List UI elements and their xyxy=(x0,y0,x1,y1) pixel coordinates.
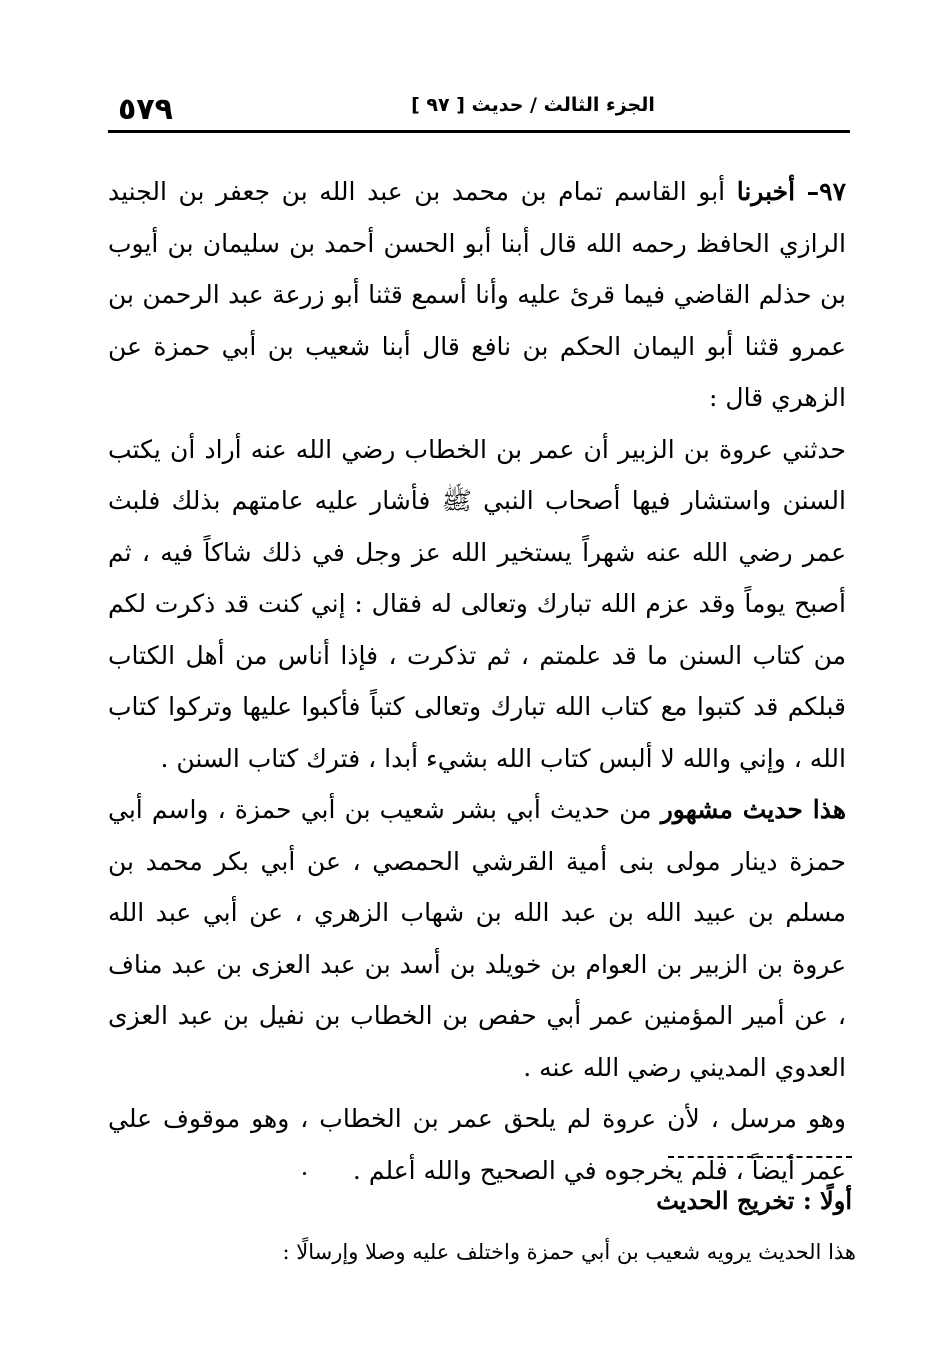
commentary-paragraph xyxy=(108,784,846,1093)
isnad-text: أبو القاسم تمام بن محمد بن عبد الله بن جعفر بن الجنيد الرازي الحافظ رحمه الله قال أبنا أبو الحسن أحمد بن سليمان بن أيوب بن حذلم القاضي فيما قرئ عليه وأنا أسمع قثنا أبو زرعة عبد الرحمن بن عمرو قثنا أبو اليمان الحكم بن نافع قال أبنا شعيب بن أبي حمزة عن الزهري قال : xyxy=(108,177,846,412)
ruling-paragraph: وهو مرسل ، لأن عروة لم يلحق عمر بن الخطاب ، وهو موقوف علي عمر أيضاً ، فلم يخرجوه في الصحيح والله أعلم . xyxy=(108,1104,846,1185)
isnad-lead-word: أخبرنا xyxy=(736,177,796,206)
main-text xyxy=(108,166,846,1196)
matn-paragraph: حدثني عروة بن الزبير أن عمر بن الخطاب رضي الله عنه أراد أن يكتب السنن واستشار فيها أصحاب النبي ﷺ فأشار عليه عامتهم بذلك فلبث عمر رضي الله عنه شهراً يستخير الله عز وجل في ذلك شاكاً فيه ، ثم أصبح يوماً وقد عزم الله تبارك وتعالى له فقال : إني كنت قد ذكرت لكم من كتاب السنن ما قد علمتم ، ثم تذكرت ، فإذا أناس من أهل الكتاب قبلكم قد كتبوا مع كتاب الله تبارك وتعالى كتباً فأكبوا عليها وتركوا كتاب الله ، وإني والله لا ألبس كتاب الله بشيء أبدا ، فترك كتاب السنن . xyxy=(108,434,846,773)
footnote-text: هذا الحديث يرويه شعيب بن أبي حمزة واختلف عليه وصلا وإرسالًا : xyxy=(282,1240,856,1264)
print-speck xyxy=(303,1172,306,1175)
isnad-paragraph xyxy=(108,166,846,424)
commentary-text: من حديث أبي بشر شعيب بن أبي حمزة ، واسم أبي حمزة دينار مولى بنى أمية القرشي الحمصي ، عن أبي بكر محمد بن مسلم بن عبيد الله بن عبد الله بن شهاب الزهري ، عن أبي عبد الله عروة بن الزبير بن العوام بن خويلد بن أسد بن عبد العزى بن عبد مناف ، عن أمير المؤمنين عمر أبي حفص بن الخطاب بن نفيل بن عبد العزى العدوي المديني رضي الله عنه . xyxy=(108,795,846,1082)
header-rule xyxy=(108,130,850,133)
hadith-number: ٩٧– xyxy=(806,177,847,206)
page-number: ٥٧٩ xyxy=(118,92,173,127)
footnote-heading: أولًا : تخريج الحديث xyxy=(656,1186,852,1215)
page-header xyxy=(108,88,852,128)
footnote-separator xyxy=(668,1156,852,1158)
running-title: الجزء الثالث / حديث [ ٩٧ ] xyxy=(411,94,655,116)
commentary-lead: هذا حديث مشهور xyxy=(660,795,847,824)
